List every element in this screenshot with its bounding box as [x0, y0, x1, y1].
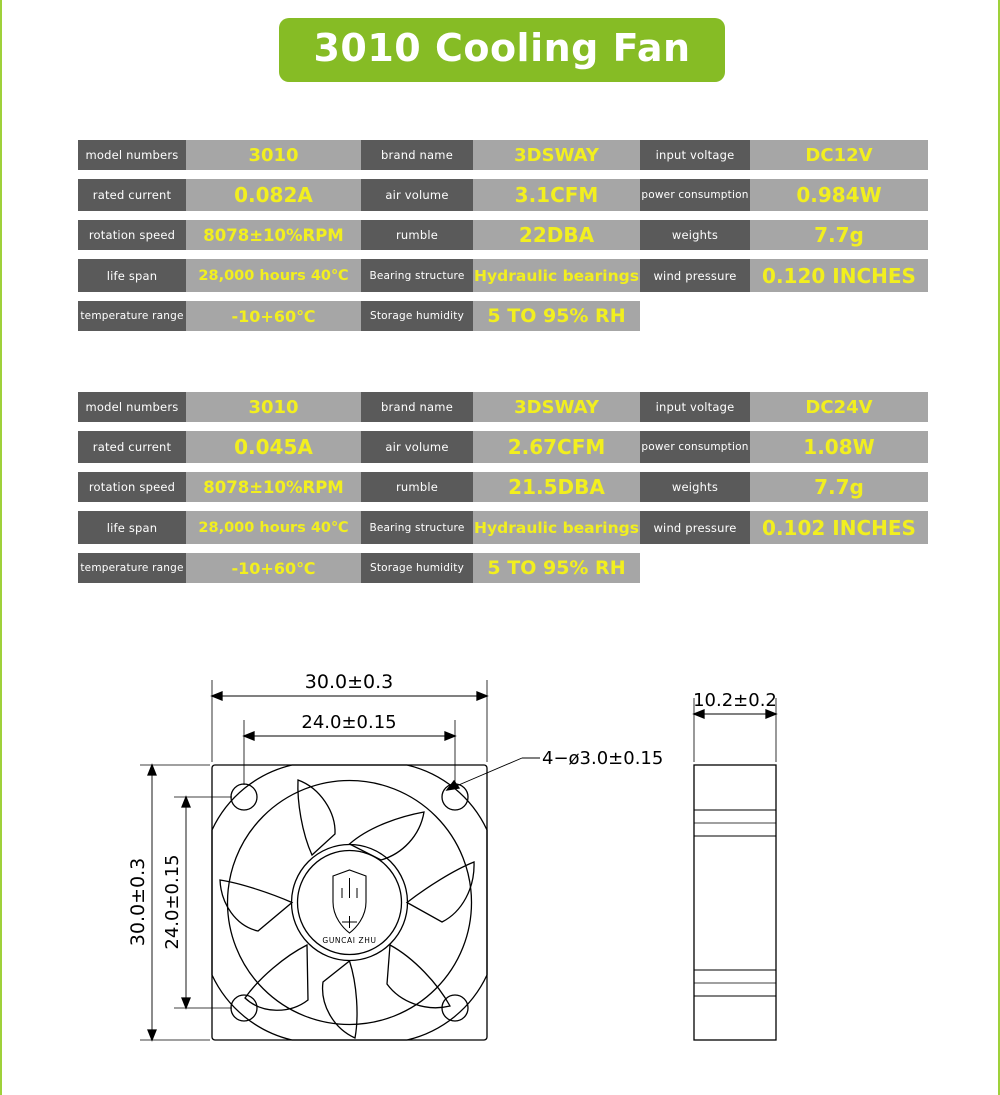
cell-label-weights: weights [640, 472, 750, 502]
hub-logo-text: GUNCAI ZHU [322, 936, 377, 945]
cell-label-air-volume: air volume [361, 179, 473, 211]
table-row [78, 553, 928, 583]
cell-value-weights: 7.7g [750, 472, 928, 502]
cell-label-air-volume: air volume [361, 431, 473, 463]
cell-value-input-voltage: DC12V [750, 140, 928, 170]
cell-value-wind-pressure: 0.102 INCHES [750, 511, 928, 544]
cell-label-bearing-structure: Bearing structure [361, 259, 473, 292]
cell-label-life-span: life span [78, 511, 186, 544]
table-row [78, 431, 928, 463]
cell-label-bearing-structure: Bearing structure [361, 511, 473, 544]
cell-value-rotation-speed: 8078±10%RPM [186, 220, 361, 250]
cell-label-power-consumption: power consumption [640, 179, 750, 211]
cell-value-storage-humidity: 5 TO 95% RH [473, 553, 640, 583]
cell-value-life-span: 28,000 hours 40℃ [186, 259, 361, 292]
cell-value-weights: 7.7g [750, 220, 928, 250]
dim-thickness: 10.2±0.2 [693, 690, 777, 711]
dim-height-outer: 30.0±0.3 [127, 857, 149, 947]
cell-value-rated-current: 0.045A [186, 431, 361, 463]
cell-label-storage-humidity: Storage humidity [361, 301, 473, 331]
cell-value-rated-current: 0.082A [186, 179, 361, 211]
table-row [78, 392, 928, 422]
cell-label-rotation-speed: rotation speed [78, 472, 186, 502]
cell-label-storage-humidity: Storage humidity [361, 553, 473, 583]
cell-label-temperature-range: temperature range [78, 301, 186, 331]
table-row [78, 140, 928, 170]
cell-label-brand-name: brand name [361, 392, 473, 422]
cell-label-rumble: rumble [361, 472, 473, 502]
cell-label-rated-current: rated current [78, 179, 186, 211]
dim-hole-note: 4−ø3.0±0.15 [542, 748, 664, 769]
cell-value-input-voltage: DC24V [750, 392, 928, 422]
technical-drawing [102, 640, 902, 1080]
dim-height-inner: 24.0±0.15 [162, 854, 183, 950]
cell-value-model-numbers: 3010 [186, 392, 361, 422]
table-row [78, 220, 928, 250]
cell-label-rated-current: rated current [78, 431, 186, 463]
page-title: 3010 Cooling Fan [279, 18, 724, 82]
cell-label-input-voltage: input voltage [640, 140, 750, 170]
cell-label-input-voltage: input voltage [640, 392, 750, 422]
cell-label-rumble: rumble [361, 220, 473, 250]
table-row [78, 301, 928, 331]
cell-value-power-consumption: 0.984W [750, 179, 928, 211]
cell-label-temperature-range: temperature range [78, 553, 186, 583]
cell-label-weights: weights [640, 220, 750, 250]
cell-label-model-numbers: model numbers [78, 392, 186, 422]
cell-value-life-span: 28,000 hours 40℃ [186, 511, 361, 544]
cell-value-brand-name: 3DSWAY [473, 140, 640, 170]
cell-value-brand-name: 3DSWAY [473, 392, 640, 422]
cell-value-bearing-structure: Hydraulic bearings [473, 259, 640, 292]
table-row [78, 179, 928, 211]
table-row [78, 472, 928, 502]
spec-table-dc12v [78, 140, 928, 340]
cell-value-rumble: 21.5DBA [473, 472, 640, 502]
cell-value-rotation-speed: 8078±10%RPM [186, 472, 361, 502]
cell-label-life-span: life span [78, 259, 186, 292]
page-title-wrap [2, 18, 1000, 82]
cell-value-storage-humidity: 5 TO 95% RH [473, 301, 640, 331]
cell-label-model-numbers: model numbers [78, 140, 186, 170]
cell-value-air-volume: 2.67CFM [473, 431, 640, 463]
cell-value-model-numbers: 3010 [186, 140, 361, 170]
cell-value-rumble: 22DBA [473, 220, 640, 250]
dim-width-inner: 24.0±0.15 [301, 712, 397, 733]
cell-value-temperature-range: -10+60℃ [186, 301, 361, 331]
cell-value-bearing-structure: Hydraulic bearings [473, 511, 640, 544]
cell-label-brand-name: brand name [361, 140, 473, 170]
cell-label-power-consumption: power consumption [640, 431, 750, 463]
table-row [78, 511, 928, 544]
cell-label-wind-pressure: wind pressure [640, 511, 750, 544]
spec-table-dc24v [78, 392, 928, 592]
cell-value-wind-pressure: 0.120 INCHES [750, 259, 928, 292]
cell-value-air-volume: 3.1CFM [473, 179, 640, 211]
cell-label-rotation-speed: rotation speed [78, 220, 186, 250]
cell-value-temperature-range: -10+60℃ [186, 553, 361, 583]
table-row [78, 259, 928, 292]
cell-value-power-consumption: 1.08W [750, 431, 928, 463]
dim-width-outer: 30.0±0.3 [304, 671, 394, 693]
cell-label-wind-pressure: wind pressure [640, 259, 750, 292]
